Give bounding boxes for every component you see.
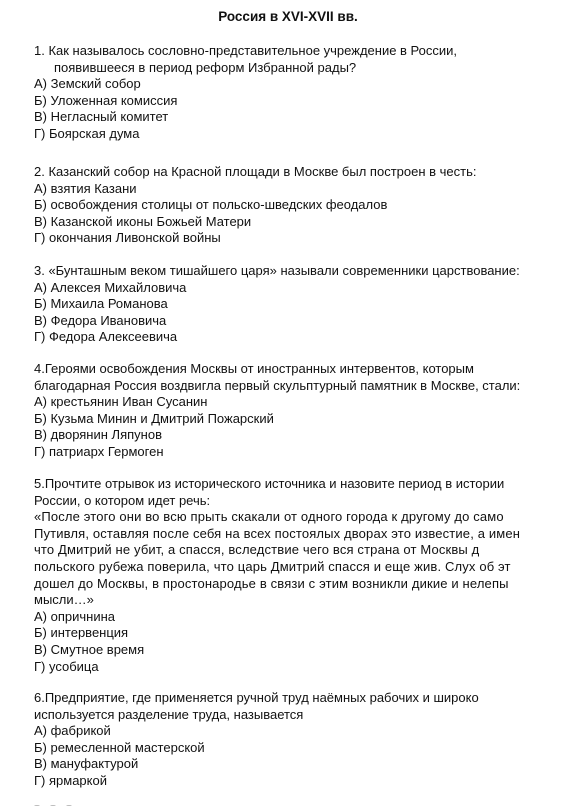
question-2-option-b: Б) освобождения столицы от польско-шведских феодалов [34,197,388,213]
question-1-stem-line-1: 1. Как называлось сословно-представительное учреждение в России, [34,43,458,58]
quote-line-5: дошел до Москвы, в простонародье в связи с этим возникли дикие и нелепы [34,575,509,591]
question-3-option-a: А) Алексея Михайловича [34,279,187,295]
question-5-option-d: Г) усобица [34,658,99,674]
question-6-option-b: Б) ремесленной мастерской [34,739,205,755]
quote-line-2: Путивля, оставляя после себя на всех постоялых дворах это известие, а имен [34,525,521,541]
question-1-stem-line-2: появившееся в период реформ Избранной рады? [54,59,357,75]
question-2-option-d: Г) окончания Ливонской войны [34,230,221,246]
quote-line-6: мысли…» [34,592,94,608]
historical-source-quote [34,509,576,609]
question-6-option-d: Г) ярмаркой [34,772,107,788]
question-2-stem-line-1: 2. Казанский собор на Красной площади в Москве был построен в честь: [34,164,477,179]
question-1-option-a: А) Земский собор [34,76,141,92]
question-4-stem-line-2: благодарная Россия воздвигла первый скульптурный памятник в Москве, стали: [34,377,521,393]
quote-line-1: «После этого они во всю прыть скакали от одного города к другому до само [34,509,504,525]
question-1-option-c: В) Негласный комитет [34,109,169,125]
question-4-option-b: Б) Кузьма Минин и Дмитрий Пожарский [34,410,274,426]
question-4-option-d: Г) патриарх Гермоген [34,443,164,459]
question-4-option-c: В) дворянин Ляпунов [34,427,162,443]
question-5-option-a: А) опричнина [34,608,115,624]
question-6-option-a: А) фабрикой [34,723,111,739]
question-5-option-b: Б) интервенция [34,625,129,641]
question-3-option-c: В) Федора Ивановича [34,312,167,328]
question-6-option-c: В) мануфактурой [34,756,139,772]
question-1-option-d: Г) Боярская дума [34,125,140,141]
question-1-option-b: Б) Уложенная комиссия [34,92,178,108]
question-5 [34,476,576,675]
question-3-stem-line-1: 3. «Бунташным веком тишайшего царя» называли современники царствование: [34,263,520,278]
question-2-option-a: А) взятия Казани [34,180,137,196]
question-3-option-d: Г) Федора Алексеевича [34,329,178,345]
question-4-stem-line-1: 4.Героями освобождения Москвы от иностранных интервентов, которым [34,361,474,376]
question-6-stem-line-2: используется разделение труда, называется [34,706,304,722]
question-1 [34,43,576,143]
quote-line-4: польского рубежа поверила, что царь Дмитрий спасся и еще жив. Слух об эт [34,558,511,574]
question-2 [34,164,576,247]
question-5-stem-line-1: 5.Прочтите отрывок из исторического источника и назовите период в истории [34,476,505,491]
question-3 [34,263,576,346]
question-4 [34,361,576,461]
page-title: Россия в XVI-XVII вв. [218,9,358,24]
quote-line-3: что Дмитрий не убит, а спасся, вследствие чего вся страна от Москвы д [34,542,480,558]
question-2-option-c: В) Казанской иконы Божьей Матери [34,213,252,229]
question-6-stem-line-1: 6.Предприятие, где применяется ручной труд наёмных рабочих и широко [34,690,479,705]
question-6 [34,690,576,790]
question-5-option-c: В) Смутное время [34,641,145,657]
question-3-option-b: Б) Михаила Романова [34,296,168,312]
cut-off-text-fragment [34,797,154,806]
question-4-option-a: А) крестьянин Иван Сусанин [34,394,208,410]
question-5-stem-line-2: России, о котором идет речь: [34,492,211,508]
